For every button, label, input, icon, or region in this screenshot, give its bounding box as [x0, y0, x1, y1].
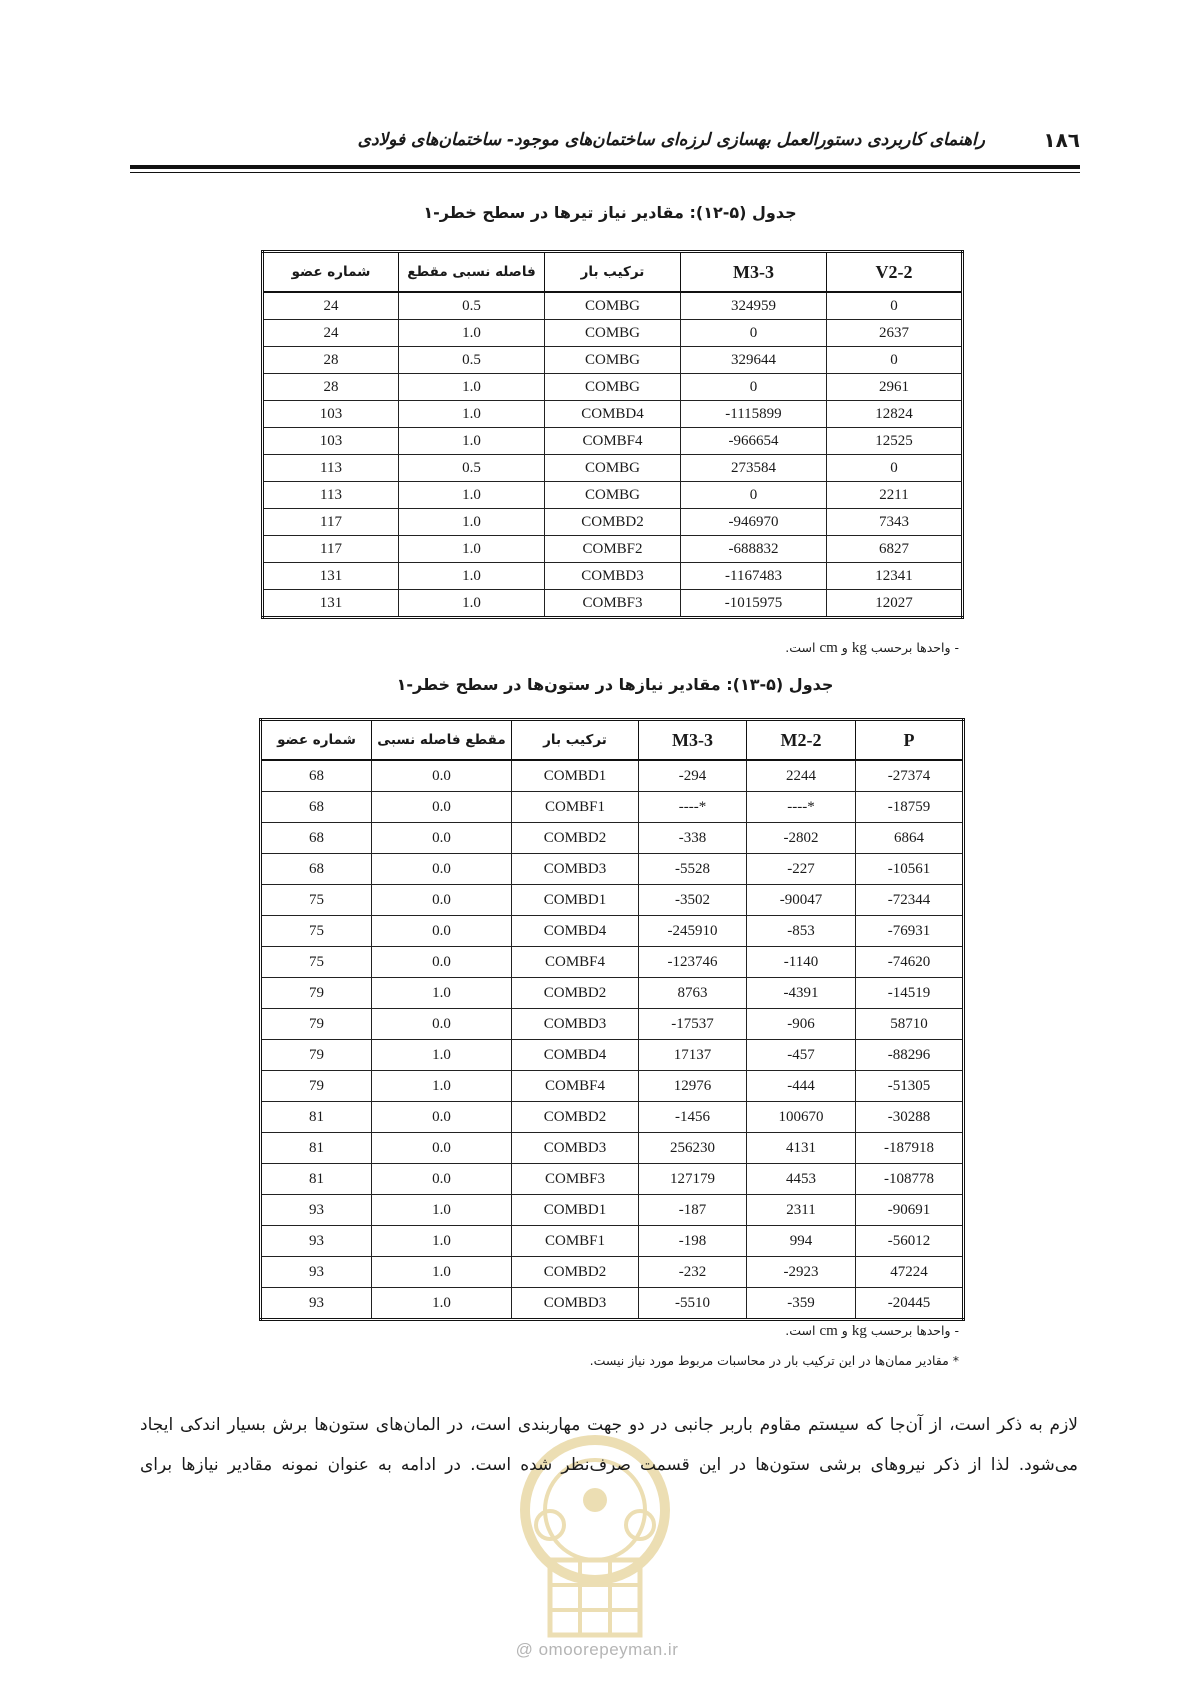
note-suffix: است.: [785, 1323, 816, 1338]
table-cell: -14519: [856, 978, 964, 1009]
table-cell: COMBD4: [545, 401, 681, 428]
column-header-relative-distance: فاصله نسبی مقطع: [399, 252, 545, 293]
table-cell: 103: [263, 401, 399, 428]
table-cell: COMBD3: [512, 854, 639, 885]
table-cell: ----*: [747, 792, 856, 823]
table-cell: COMBD3: [512, 1009, 639, 1040]
table-cell: 68: [261, 792, 372, 823]
table-cell: 93: [261, 1257, 372, 1288]
table-cell: -906: [747, 1009, 856, 1040]
table-cell: -198: [639, 1226, 747, 1257]
note-suffix: است.: [785, 640, 816, 655]
table-cell: 0.5: [399, 455, 545, 482]
table-cell: 1.0: [372, 1288, 512, 1320]
table-cell: 1.0: [399, 320, 545, 347]
table-cell: -1115899: [681, 401, 827, 428]
table-cell: 93: [261, 1195, 372, 1226]
table-cell: COMBF2: [545, 536, 681, 563]
table-cell: -946970: [681, 509, 827, 536]
table-row: [261, 978, 964, 1009]
table-cell: -5510: [639, 1288, 747, 1320]
table-cell: 12976: [639, 1071, 747, 1102]
table-cell: COMBD1: [512, 760, 639, 792]
table-cell: 0.0: [372, 885, 512, 916]
table-cell: -232: [639, 1257, 747, 1288]
table-row: [263, 320, 963, 347]
table-row: [261, 947, 964, 978]
table-cell: 75: [261, 947, 372, 978]
table-row: [263, 401, 963, 428]
table-cell: COMBD3: [512, 1133, 639, 1164]
table-cell: -187: [639, 1195, 747, 1226]
table-cell: 4453: [747, 1164, 856, 1195]
table-cell: -76931: [856, 916, 964, 947]
table-cell: -688832: [681, 536, 827, 563]
table-cell: COMBF1: [512, 792, 639, 823]
table-cell: 117: [263, 536, 399, 563]
column-header-load-combo: ترکیب بار: [512, 720, 639, 761]
table-row: [263, 428, 963, 455]
table-row: [261, 854, 964, 885]
table-row: [261, 823, 964, 854]
table-cell: COMBD1: [512, 885, 639, 916]
table-cell: 1.0: [372, 1257, 512, 1288]
table-cell: 1.0: [399, 536, 545, 563]
column-header-m22: M2-2: [747, 720, 856, 761]
table-cell: -74620: [856, 947, 964, 978]
column-header-v22: V2-2: [827, 252, 963, 293]
table-cell: 256230: [639, 1133, 747, 1164]
watermark-site: @ omoorepeyman.ir: [515, 1640, 679, 1659]
table-cell: 329644: [681, 347, 827, 374]
table-row: [263, 563, 963, 590]
table-cell: 0.5: [399, 347, 545, 374]
table-cell: COMBD4: [512, 1040, 639, 1071]
table-cell: 81: [261, 1133, 372, 1164]
table-row: [263, 590, 963, 618]
table-cell: -4391: [747, 978, 856, 1009]
table-cell: 24: [263, 320, 399, 347]
table-cell: -2923: [747, 1257, 856, 1288]
table-cell: COMBF4: [512, 1071, 639, 1102]
table-cell: -51305: [856, 1071, 964, 1102]
column-header-p: P: [856, 720, 964, 761]
table-cell: 0: [827, 347, 963, 374]
table-cell: 12341: [827, 563, 963, 590]
table-cell: COMBF4: [545, 428, 681, 455]
table-cell: 1.0: [399, 374, 545, 401]
table-cell: -853: [747, 916, 856, 947]
table-cell: 0: [681, 320, 827, 347]
table-cell: 68: [261, 854, 372, 885]
table-cell: -27374: [856, 760, 964, 792]
table-cell: 12525: [827, 428, 963, 455]
table-cell: -1015975: [681, 590, 827, 618]
table-cell: -5528: [639, 854, 747, 885]
table1-units-note: [785, 640, 959, 657]
table-row: [261, 1226, 964, 1257]
table-cell: 79: [261, 1040, 372, 1071]
table-cell: COMBF3: [545, 590, 681, 618]
table-cell: -245910: [639, 916, 747, 947]
table-cell: 2311: [747, 1195, 856, 1226]
table-cell: 28: [263, 374, 399, 401]
table2-caption: جدول (۵-۱۳): مقادیر نیازها در ستون‌ها در سطح خطر-۱: [396, 675, 834, 694]
table-row: [261, 792, 964, 823]
table-cell: 0.0: [372, 1164, 512, 1195]
table-cell: 324959: [681, 292, 827, 320]
table-cell: 0.0: [372, 760, 512, 792]
table-cell: -17537: [639, 1009, 747, 1040]
table-row: [261, 1133, 964, 1164]
table-cell: -18759: [856, 792, 964, 823]
table-cell: 17137: [639, 1040, 747, 1071]
table-cell: 93: [261, 1226, 372, 1257]
table-cell: -1456: [639, 1102, 747, 1133]
table-cell: 68: [261, 760, 372, 792]
table-cell: 2637: [827, 320, 963, 347]
table-cell: 75: [261, 916, 372, 947]
table-cell: -2802: [747, 823, 856, 854]
table-cell: 28: [263, 347, 399, 374]
page-number: ۱۸٦: [1043, 128, 1080, 152]
table-cell: 0.0: [372, 792, 512, 823]
table-row: [261, 1195, 964, 1226]
table-cell: -20445: [856, 1288, 964, 1320]
table-cell: 113: [263, 455, 399, 482]
table-cell: 1.0: [399, 590, 545, 618]
table-cell: 2961: [827, 374, 963, 401]
table-cell: 0.0: [372, 823, 512, 854]
header-rule-thin: [130, 172, 1080, 173]
note-prefix: - واحدها برحسب: [870, 1323, 959, 1338]
table-cell: -30288: [856, 1102, 964, 1133]
table-cell: 0.0: [372, 947, 512, 978]
table-cell: 0: [827, 292, 963, 320]
column-header-m33: M3-3: [639, 720, 747, 761]
column-header-load-combo: ترکیب بار: [545, 252, 681, 293]
table-cell: COMBG: [545, 347, 681, 374]
table-cell: 131: [263, 590, 399, 618]
table-cell: COMBD2: [512, 978, 639, 1009]
table-row: [261, 1257, 964, 1288]
table-cell: 1.0: [399, 482, 545, 509]
table-cell: 81: [261, 1164, 372, 1195]
table-row: [263, 455, 963, 482]
table-cell: COMBG: [545, 320, 681, 347]
table-cell: -123746: [639, 947, 747, 978]
table-cell: 1.0: [372, 1040, 512, 1071]
table-cell: 1.0: [399, 509, 545, 536]
table-cell: -444: [747, 1071, 856, 1102]
table-cell: 1.0: [399, 428, 545, 455]
table-cell: 47224: [856, 1257, 964, 1288]
table-row: [261, 760, 964, 792]
table-cell: ----*: [639, 792, 747, 823]
table-cell: 994: [747, 1226, 856, 1257]
page-header: [130, 128, 1080, 158]
table-cell: -1140: [747, 947, 856, 978]
table-cell: -294: [639, 760, 747, 792]
table-cell: 103: [263, 428, 399, 455]
table-cell: 12027: [827, 590, 963, 618]
note-and: و: [841, 640, 848, 655]
table-row: [263, 509, 963, 536]
table-cell: 8763: [639, 978, 747, 1009]
table-cell: -359: [747, 1288, 856, 1320]
table-cell: 0.0: [372, 916, 512, 947]
table-row: [263, 292, 963, 320]
table-cell: 6827: [827, 536, 963, 563]
column-header-member-no: شماره عضو: [261, 720, 372, 761]
table-cell: -966654: [681, 428, 827, 455]
column-header-relative-distance: مقطع فاصله نسبی: [372, 720, 512, 761]
table-row: [261, 1164, 964, 1195]
table-cell: 2211: [827, 482, 963, 509]
beam-demands-table: [261, 250, 964, 619]
table-cell: 127179: [639, 1164, 747, 1195]
table-cell: 93: [261, 1288, 372, 1320]
table-cell: 2244: [747, 760, 856, 792]
table-cell: 0: [681, 482, 827, 509]
note-unit-kg: kg: [851, 1323, 867, 1339]
table-cell: COMBD3: [545, 563, 681, 590]
table-cell: -108778: [856, 1164, 964, 1195]
table-cell: 79: [261, 1071, 372, 1102]
table-cell: -10561: [856, 854, 964, 885]
table-cell: 1.0: [372, 1195, 512, 1226]
table-cell: 75: [261, 885, 372, 916]
table-cell: -90691: [856, 1195, 964, 1226]
note-and: و: [841, 1323, 848, 1338]
table-cell: COMBD2: [512, 1102, 639, 1133]
table-row: [261, 1040, 964, 1071]
table-cell: 1.0: [372, 1226, 512, 1257]
table-row: [261, 1071, 964, 1102]
table-cell: 7343: [827, 509, 963, 536]
table-cell: 68: [261, 823, 372, 854]
table-cell: 0: [827, 455, 963, 482]
table-cell: COMBG: [545, 455, 681, 482]
table-cell: 4131: [747, 1133, 856, 1164]
table-cell: 113: [263, 482, 399, 509]
table-cell: 1.0: [399, 401, 545, 428]
note-unit-cm: cm: [819, 640, 838, 656]
table-cell: 273584: [681, 455, 827, 482]
table-cell: COMBD2: [545, 509, 681, 536]
note-unit-kg: kg: [851, 640, 867, 656]
table-cell: 12824: [827, 401, 963, 428]
column-header-m33: M3-3: [681, 252, 827, 293]
table-cell: COMBD2: [512, 1257, 639, 1288]
table-row: [263, 374, 963, 401]
table-cell: 0.0: [372, 854, 512, 885]
table-cell: COMBF1: [512, 1226, 639, 1257]
table-cell: COMBG: [545, 374, 681, 401]
table-cell: -88296: [856, 1040, 964, 1071]
column-header-member-no: شماره عضو: [263, 252, 399, 293]
table-cell: 0.0: [372, 1102, 512, 1133]
table-cell: -3502: [639, 885, 747, 916]
table-cell: 0.0: [372, 1133, 512, 1164]
running-title: راهنمای کاربردی دستورالعمل بهسازی لرزه‌ای ساختمان‌های موجود- ساختمان‌های فولادی: [357, 130, 985, 150]
table-cell: -338: [639, 823, 747, 854]
table-cell: -90047: [747, 885, 856, 916]
table-cell: -56012: [856, 1226, 964, 1257]
table-row: [263, 482, 963, 509]
note-unit-cm: cm: [819, 1323, 838, 1339]
table-cell: -72344: [856, 885, 964, 916]
table-cell: -227: [747, 854, 856, 885]
table-cell: COMBG: [545, 482, 681, 509]
table-cell: COMBD3: [512, 1288, 639, 1320]
table-row: [261, 1009, 964, 1040]
table-cell: 131: [263, 563, 399, 590]
table-cell: 1.0: [399, 563, 545, 590]
table-cell: 1.0: [372, 978, 512, 1009]
table-cell: 81: [261, 1102, 372, 1133]
table-cell: COMBG: [545, 292, 681, 320]
table-row: [261, 1102, 964, 1133]
column-demands-table: [259, 718, 965, 1321]
table-cell: 79: [261, 978, 372, 1009]
table-cell: COMBD2: [512, 823, 639, 854]
table-cell: COMBD4: [512, 916, 639, 947]
table-cell: -457: [747, 1040, 856, 1071]
table-cell: 58710: [856, 1009, 964, 1040]
table2-moments-note: * مقادیر ممان‌ها در این ترکیب بار در محاسبات مربوط مورد نیاز نیست.: [589, 1353, 959, 1368]
table-row: [263, 536, 963, 563]
table-row: [263, 347, 963, 374]
table-row: [261, 885, 964, 916]
table-cell: COMBF3: [512, 1164, 639, 1195]
table-cell: -187918: [856, 1133, 964, 1164]
table-cell: 100670: [747, 1102, 856, 1133]
table-cell: -1167483: [681, 563, 827, 590]
table-cell: 0: [681, 374, 827, 401]
table-cell: 79: [261, 1009, 372, 1040]
table-cell: 6864: [856, 823, 964, 854]
body-paragraph: لازم به ذکر است، از آن‌جا که سیستم مقاوم باربر جانبی در دو جهت مهاربندی است، در المان‌های ستون‌ها برش بسیار اندکی ایجاد می‌شود. لذا از ذکر نیروهای برشی ستون‌ها در این قسمت صرف‌نظر شده است. در ادامه به عنوان نمونه مقادیر نیازها برای: [140, 1415, 1078, 1475]
note-prefix: - واحدها برحسب: [870, 640, 959, 655]
table-cell: 0.0: [372, 1009, 512, 1040]
header-rule-thick: [130, 165, 1080, 169]
table-cell: 0.5: [399, 292, 545, 320]
table-row: [261, 1288, 964, 1320]
table-cell: 1.0: [372, 1071, 512, 1102]
table-cell: 24: [263, 292, 399, 320]
table-row: [261, 916, 964, 947]
table-cell: COMBD1: [512, 1195, 639, 1226]
table2-units-note: [785, 1323, 959, 1340]
table-cell: 117: [263, 509, 399, 536]
table-cell: COMBF4: [512, 947, 639, 978]
table1-caption: جدول (۵-۱۲): مقادیر نیاز تیرها در سطح خطر-۱: [423, 203, 797, 222]
